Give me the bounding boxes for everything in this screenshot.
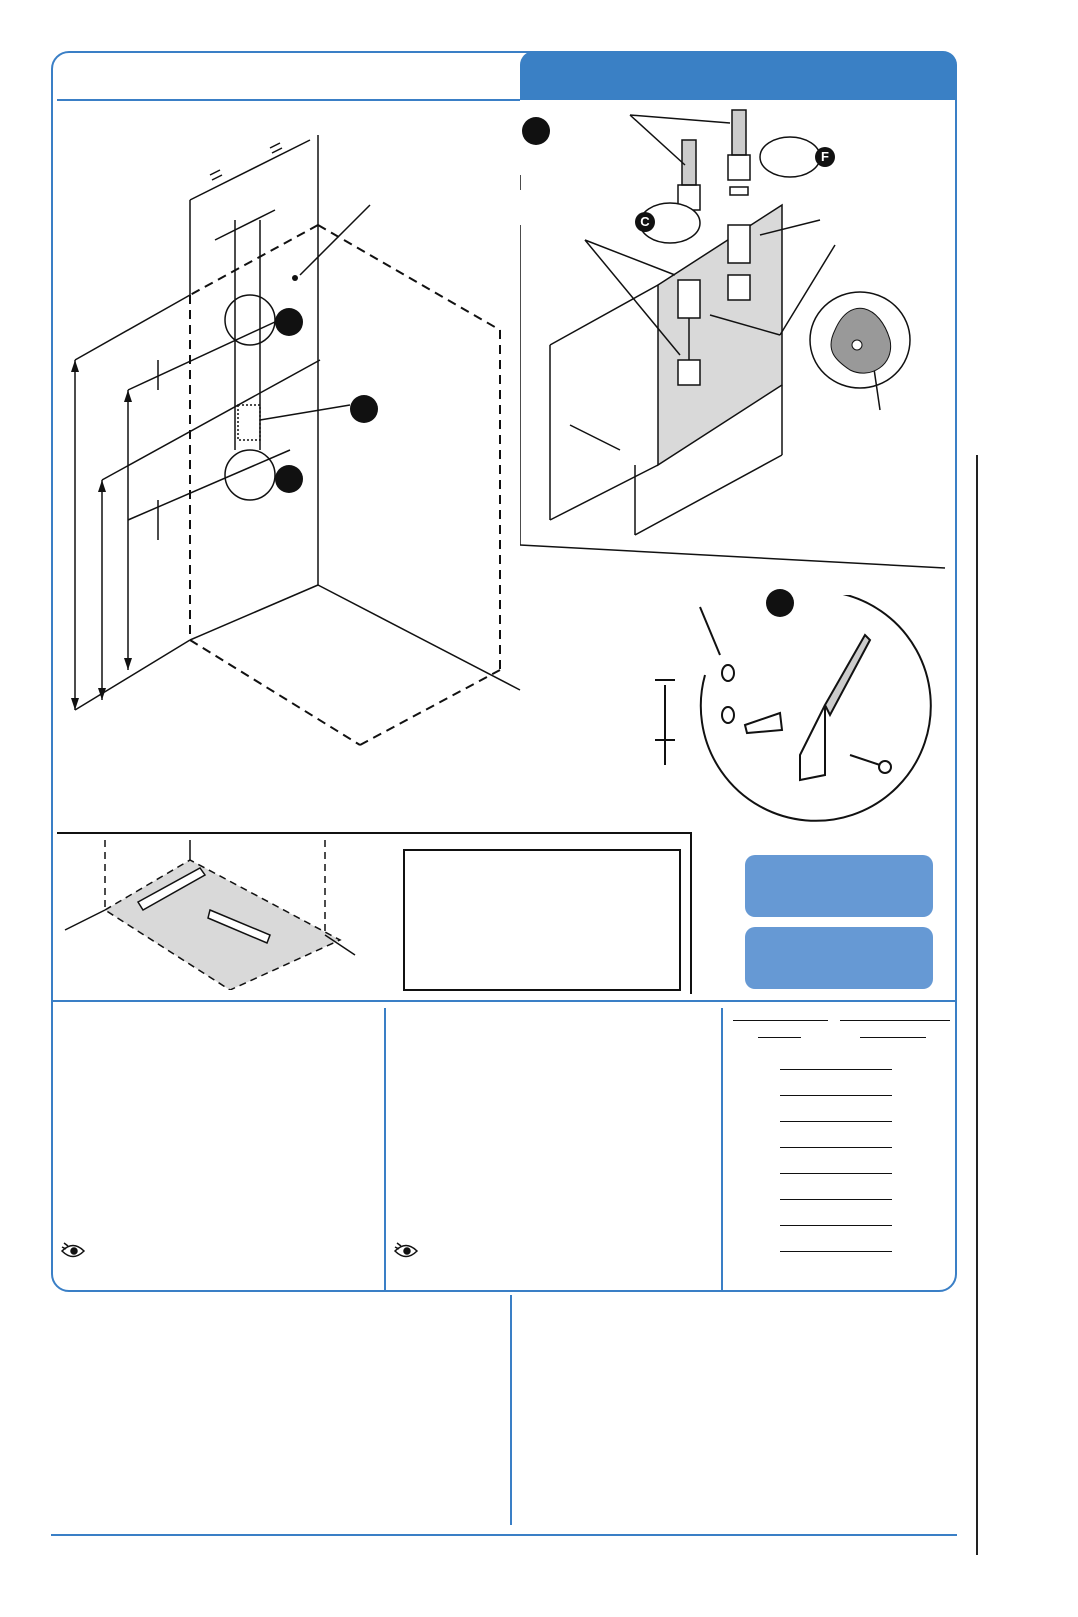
- cold-symbol: F: [815, 147, 835, 167]
- form-line: [780, 1173, 892, 1174]
- hot-symbol: C: [635, 212, 655, 232]
- form-line: [780, 1069, 892, 1070]
- floor-leveling-diagram: [60, 840, 360, 990]
- form-line: [780, 1147, 892, 1148]
- column-separator-1: [384, 1008, 386, 1290]
- form-line: [780, 1095, 892, 1096]
- info-button-2[interactable]: [745, 927, 933, 989]
- form-line: [780, 1199, 892, 1200]
- callout-marker-3: [275, 465, 303, 493]
- column-separator-2: [721, 1008, 723, 1290]
- form-line: [840, 1020, 950, 1021]
- form-line: [733, 1020, 828, 1021]
- lower-column-separator: [510, 1295, 512, 1525]
- bracket-detail-diagram: [655, 595, 940, 830]
- section-header-tab: [520, 51, 957, 100]
- side-rule: [976, 455, 978, 1555]
- header-underline: [57, 99, 520, 101]
- form-line: [860, 1037, 926, 1038]
- form-line: [780, 1121, 892, 1122]
- form-line: [780, 1225, 892, 1226]
- callout-marker-2: [350, 395, 378, 423]
- callout-marker-5: [766, 589, 794, 617]
- form-line: [758, 1037, 801, 1038]
- wall-measurement-diagram: [60, 120, 540, 770]
- callout-marker-4: [522, 117, 550, 145]
- floor-panel-right-line: [690, 832, 692, 994]
- eye-inspect-icon: [393, 1240, 419, 1262]
- form-line: [780, 1251, 892, 1252]
- eye-inspect-icon: [60, 1240, 86, 1262]
- note-box: [403, 849, 681, 991]
- bottom-rule: [51, 1534, 957, 1536]
- connector-diagram: [520, 105, 950, 570]
- info-button-1[interactable]: [745, 855, 933, 917]
- callout-marker-1: [275, 308, 303, 336]
- section-divider: [51, 1000, 957, 1002]
- floor-panel-top-line: [57, 832, 692, 834]
